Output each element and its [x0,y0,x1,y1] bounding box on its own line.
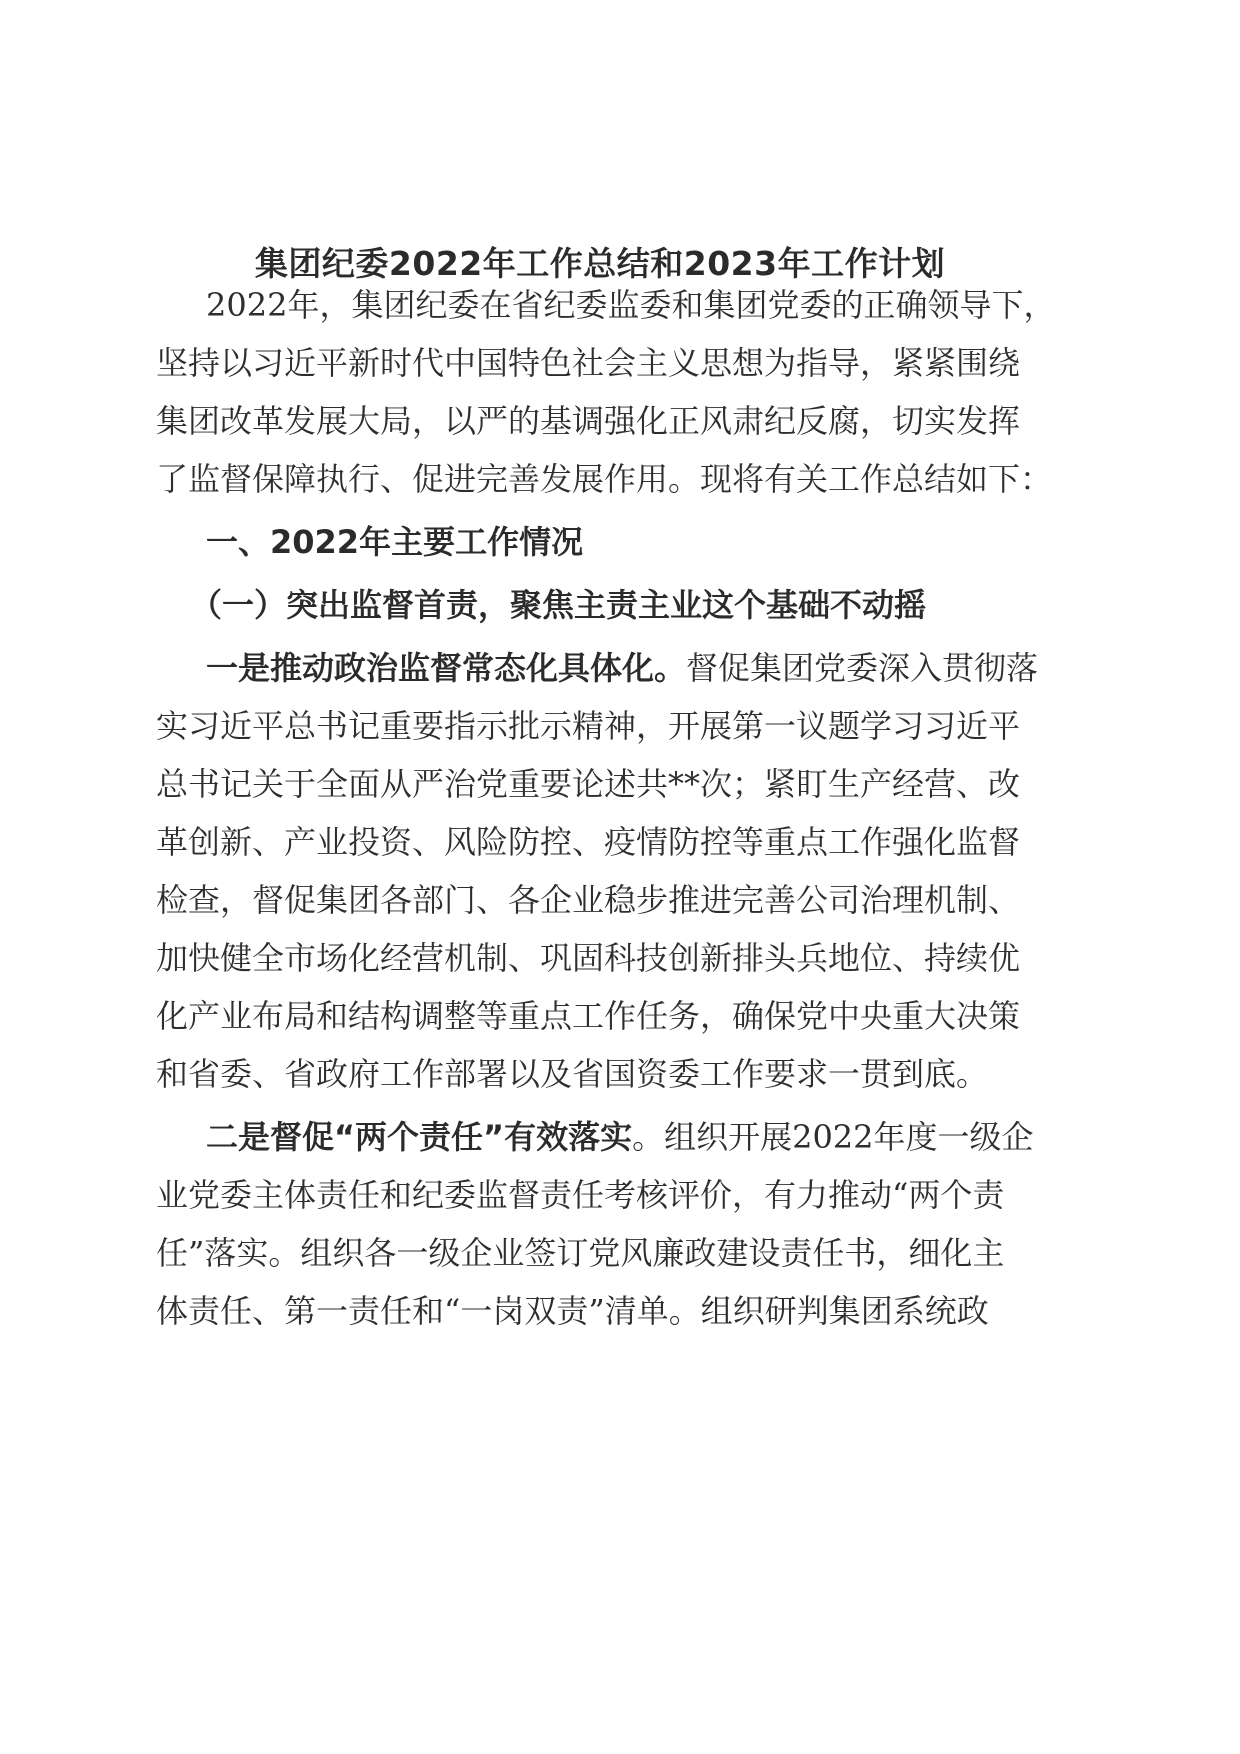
section-heading-1: 一、2022年主要工作情况 [206,523,584,561]
item1-first-line [206,648,1038,688]
item2-line-3: 任”落实。组织各一级企业签订党风廉政建设责任书，细化主 [156,1234,1005,1272]
item1-line-2: 实习近平总书记重要指示批示精神，开展第一议题学习习近平 [156,707,1021,745]
intro-line-2: 坚持以习近平新时代中国特色社会主义思想为指导，紧紧围绕 [156,344,1021,382]
item2-line-2: 业党委主体责任和纪委监督责任考核评价，有力推动“两个责 [156,1176,1005,1214]
item2-first-line-rest: 。组织开展2022年度一级企 [632,1118,1034,1156]
intro-line-3: 集团改革发展大局，以严的基调强化正风肃纪反腐，切实发挥 [156,402,1021,440]
intro-line-4: 了监督保障执行、促进完善发展作用。现将有关工作总结如下： [156,460,1053,498]
item1-line-6: 加快健全市场化经营机制、巩固科技创新排头兵地位、持续优 [156,939,1021,977]
intro-line-1: 2022年，集团纪委在省纪委监委和集团党委的正确领导下， [206,286,1056,324]
item1-line-4: 革创新、产业投资、风险防控、疫情防控等重点工作强化监督 [156,823,1021,861]
item1-lead: 一是推动政治监督常态化具体化。 [206,649,687,687]
item1-line-3: 总书记关于全面从严治党重要论述共**次；紧盯生产经营、改 [156,765,1021,803]
item1-line-7: 化产业布局和结构调整等重点工作任务，确保党中央重大决策 [156,997,1021,1035]
document-title: 集团纪委2022年工作总结和2023年工作计划 [254,244,946,283]
item2-lead: 二是督促“两个责任”有效落实 [206,1118,633,1156]
subsection-heading-1: （一）突出监督首责，聚焦主责主业这个基础不动摇 [190,586,927,624]
item1-first-line-rest: 督促集团党委深入贯彻落 [686,649,1039,687]
item1-line-8: 和省委、省政府工作部署以及省国资委工作要求一贯到底。 [156,1055,989,1093]
item1-line-5: 检查，督促集团各部门、各企业稳步推进完善公司治理机制、 [156,881,1021,919]
item2-line-4: 体责任、第一责任和“一岗双责”清单。组织研判集团系统政 [156,1292,989,1330]
item2-first-line [206,1117,1034,1157]
